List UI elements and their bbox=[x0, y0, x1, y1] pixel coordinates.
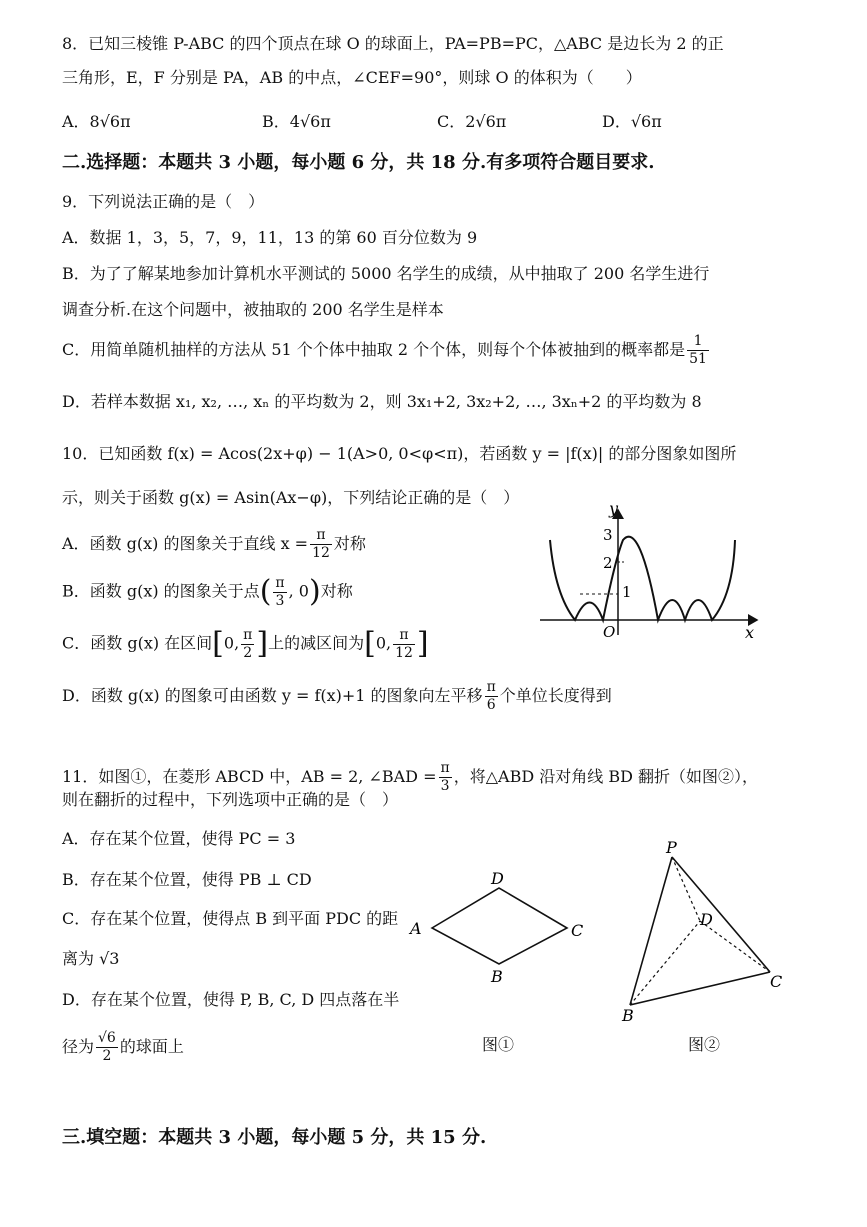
q10-option-c-middle: 上的减区间为 bbox=[268, 633, 365, 653]
left-bracket: [ bbox=[364, 626, 376, 661]
q9-option-c bbox=[62, 333, 711, 368]
q10-option-b-coord: , 0 bbox=[288, 581, 309, 601]
y-tick-2: 2 bbox=[603, 554, 613, 572]
fraction-denominator: 6 bbox=[486, 696, 496, 713]
q9-option-c-fraction bbox=[687, 333, 709, 368]
q10-option-a-suffix: 对称 bbox=[333, 533, 366, 553]
q10-option-a bbox=[62, 527, 366, 562]
fraction-numerator: π bbox=[393, 627, 415, 645]
section2-heading: 二.选择题：本题共 3 小题，每小题 6 分，共 18 分.有多项符合题目要求. bbox=[62, 152, 655, 173]
q11-option-d-suffix: 的球面上 bbox=[119, 1036, 184, 1056]
q10-function-graph bbox=[535, 500, 770, 640]
q10-option-c bbox=[62, 626, 429, 662]
q10-option-b-text: B．函数 g(x) 的图象关于点 bbox=[62, 581, 260, 601]
y-tick-1: 1 bbox=[622, 583, 632, 601]
q11-option-c-line2: 离为 √3 bbox=[62, 949, 120, 968]
vertex-a-label: A bbox=[410, 919, 422, 938]
fraction-numerator: π bbox=[310, 527, 332, 545]
edge-bc bbox=[630, 972, 770, 1005]
q10-option-b bbox=[62, 574, 353, 610]
q11-figure1-rhombus bbox=[405, 868, 595, 988]
q9-option-a: A．数据 1，3，5，7，9，11，13 的第 60 百分位数为 9 bbox=[62, 228, 478, 247]
q8-option-b: B．4√6π bbox=[262, 112, 331, 131]
q8-option-a: A．8√6π bbox=[62, 112, 131, 131]
vertex-c-label: C bbox=[571, 921, 584, 940]
fraction-numerator: 1 bbox=[687, 333, 709, 351]
vertex-d-label: D bbox=[491, 869, 504, 888]
right-paren: ) bbox=[308, 574, 321, 609]
fraction-numerator: π bbox=[440, 760, 450, 776]
edge-pc bbox=[672, 857, 770, 972]
q11-option-d-text: 径为 bbox=[62, 1036, 95, 1056]
q11-option-b: B．存在某个位置，使得 PB ⊥ CD bbox=[62, 870, 312, 889]
q9-option-d: D．若样本数据 x₁, x₂, …, xₙ 的平均数为 2，则 3x₁+2, 3x₂+2, …, 3xₙ+2 的平均数为 8 bbox=[62, 392, 702, 411]
vertex-p-label: P bbox=[666, 838, 677, 857]
abs-f-curve bbox=[550, 537, 735, 620]
q10-option-d-fraction bbox=[485, 679, 498, 714]
interval-start: 0, bbox=[375, 633, 392, 653]
q11-option-d-line1: D．存在某个位置，使得 P, B, C, D 四点落在半 bbox=[62, 990, 400, 1009]
q10-line1: 10．已知函数 f(x) = Acos(2x+φ) − 1(A>0, 0<φ<π)，若函数 y = |f(x)| 的部分图象如图所 bbox=[62, 444, 737, 463]
edge-pb bbox=[630, 857, 672, 1005]
fraction-denominator: 12 bbox=[312, 544, 330, 561]
figure1-caption: 图① bbox=[482, 1035, 515, 1054]
rhombus-outline bbox=[432, 888, 567, 964]
vertex-c-label: C bbox=[770, 972, 783, 991]
q8-options bbox=[62, 112, 762, 131]
origin-label: O bbox=[603, 623, 616, 640]
fraction-numerator: √6 bbox=[98, 1030, 116, 1046]
q8-line2: 三角形，E，F 分别是 PA，AB 的中点，∠CEF=90°，则球 O 的体积为（ ） bbox=[62, 68, 642, 87]
fraction-numerator: π bbox=[486, 679, 496, 695]
q11-option-d-line2 bbox=[62, 1030, 184, 1065]
vertex-b-label: B bbox=[491, 967, 503, 986]
fraction-denominator: 51 bbox=[689, 350, 707, 367]
y-axis-label: y bbox=[609, 500, 619, 518]
q10-option-a-fraction bbox=[310, 527, 332, 562]
interval-start: 0, bbox=[223, 633, 240, 653]
q10-option-b-suffix: 对称 bbox=[320, 581, 353, 601]
q9-option-c-text: C．用简单随机抽样的方法从 51 个个体中抽取 2 个个体，则每个个体被抽到的概率都是 bbox=[62, 339, 686, 359]
q10-option-b-fraction bbox=[273, 575, 286, 610]
vertex-b-label: B bbox=[622, 1006, 634, 1025]
fraction-denominator: 3 bbox=[440, 777, 450, 794]
fraction-numerator: π bbox=[243, 626, 253, 643]
edge-bd bbox=[630, 921, 700, 1005]
figure2-caption: 图② bbox=[688, 1035, 721, 1054]
q11-option-c-line1: C．存在某个位置，使得点 B 到平面 PDC 的距 bbox=[62, 909, 399, 928]
q10-option-d-suffix: 个单位长度得到 bbox=[499, 685, 612, 705]
q8-option-c: C．2√6π bbox=[437, 112, 507, 131]
right-bracket: ] bbox=[256, 626, 269, 661]
q10-option-c-text: C．函数 g(x) 在区间 bbox=[62, 633, 213, 653]
q11-option-d-fraction bbox=[96, 1030, 118, 1065]
q11-figure2-tetrahedron bbox=[610, 835, 820, 1025]
q10-option-d bbox=[62, 679, 612, 714]
fraction-denominator: 2 bbox=[243, 644, 253, 661]
q11-line1-suffix: ，将△ABD 沿对角线 BD 翻折（如图②）， bbox=[453, 766, 758, 786]
q8-line1: 8．已知三棱锥 P-ABC 的四个顶点在球 O 的球面上，PA=PB=PC，△ABC 是边长为 2 的正 bbox=[62, 34, 724, 53]
edge-pd bbox=[672, 857, 700, 921]
q10-line2: 示，则关于函数 g(x) = Asin(Ax−φ)，下列结论正确的是（ ） bbox=[62, 488, 520, 507]
q10-option-c-fraction1 bbox=[241, 627, 254, 662]
q11-line1-fraction bbox=[439, 760, 452, 795]
q11-option-a: A．存在某个位置，使得 PC = 3 bbox=[62, 829, 296, 848]
left-bracket: [ bbox=[212, 626, 224, 661]
q8-option-d: D．√6π bbox=[602, 112, 662, 131]
x-axis-label: x bbox=[745, 623, 755, 640]
section3-heading: 三.填空题：本题共 3 小题，每小题 5 分，共 15 分. bbox=[62, 1127, 487, 1148]
left-paren: ( bbox=[259, 574, 272, 609]
vertex-d-label: D bbox=[700, 910, 713, 929]
q9-option-b-line1: B．为了了解某地参加计算机水平测试的 5000 名学生的成绩，从中抽取了 200 名学生进行 bbox=[62, 264, 710, 283]
fraction-numerator: π bbox=[275, 574, 285, 591]
fraction-denominator: 2 bbox=[102, 1047, 112, 1064]
fraction-denominator: 12 bbox=[395, 644, 413, 661]
y-tick-3: 3 bbox=[603, 526, 613, 544]
q11-line2: 则在翻折的过程中，下列选项中正确的是（ ） bbox=[62, 790, 399, 809]
fraction-denominator: 3 bbox=[275, 592, 285, 609]
right-bracket: ] bbox=[416, 626, 429, 661]
q10-option-c-fraction2 bbox=[393, 627, 415, 662]
q10-option-a-text: A．函数 g(x) 的图象关于直线 x = bbox=[62, 533, 309, 553]
q10-option-d-text: D．函数 g(x) 的图象可由函数 y = f(x)+1 的图象向左平移 bbox=[62, 685, 483, 705]
q9-option-b-line2: 调查分析.在这个问题中，被抽取的 200 名学生是样本 bbox=[62, 300, 444, 319]
q9-stem: 9．下列说法正确的是（ ） bbox=[62, 192, 265, 211]
q11-line1-text: 11．如图①，在菱形 ABCD 中，AB = 2, ∠BAD = bbox=[62, 766, 437, 786]
